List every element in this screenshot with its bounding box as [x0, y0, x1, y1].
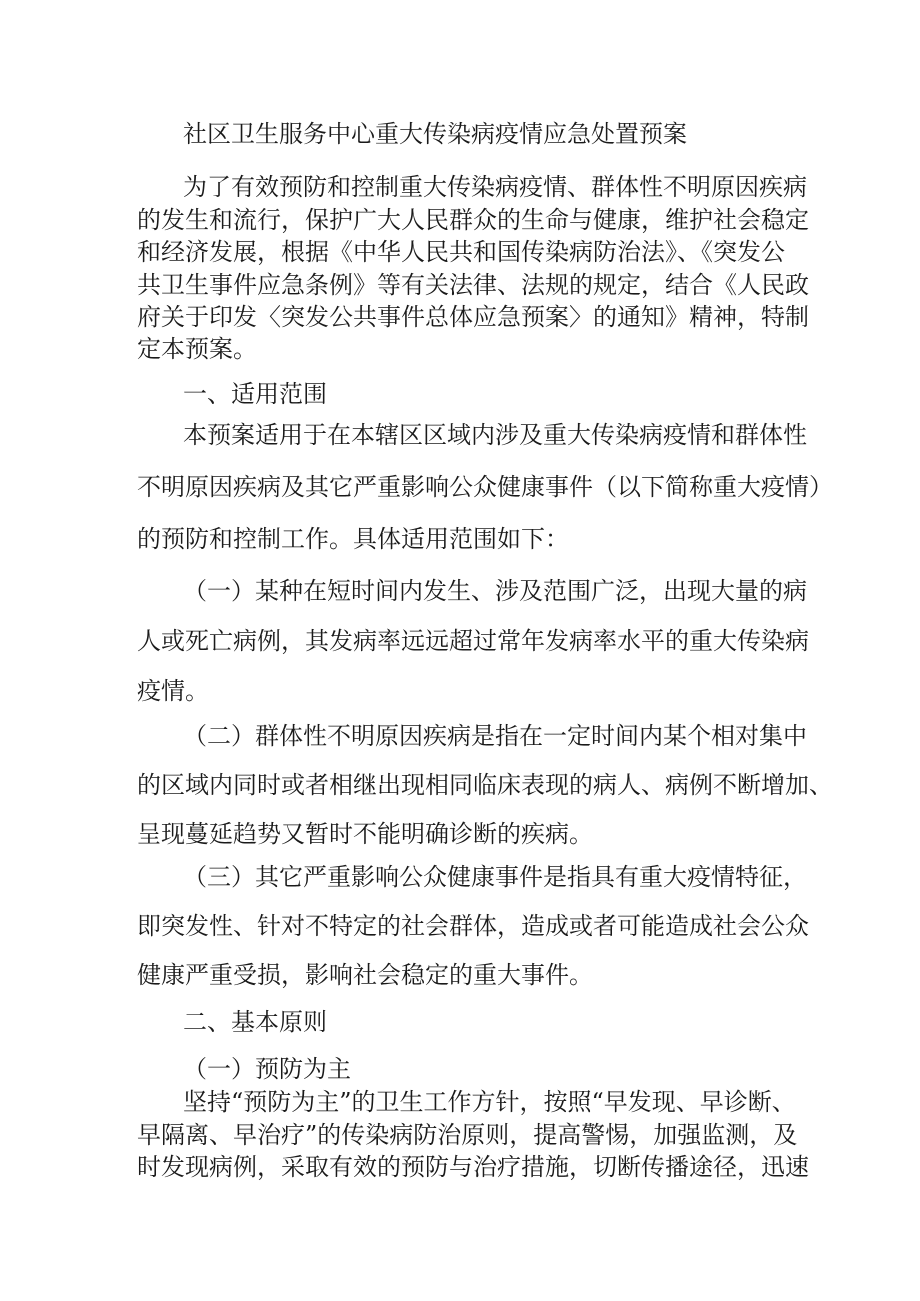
- section1-paragraph-line-3: 的预防和控制工作。具体适用范围如下：: [137, 525, 569, 553]
- document-title: 社区卫生服务中心重大传染病疫情应急处置预案: [183, 120, 687, 148]
- section1-item2-line-3: 呈现蔓延趋势又暂时不能明确诊断的疾病。: [137, 820, 593, 848]
- intro-line-3: 和经济发展，根据《中华人民共和国传染病防治法》、《突发公: [137, 238, 785, 266]
- section1-item1-line-3: 疫情。: [137, 677, 209, 705]
- intro-line-5: 府关于印发〈突发公共事件总体应急预案〉的通知》精神，特制: [137, 303, 809, 331]
- section1-item2-line-1: （二）群体性不明原因疾病是指在一定时间内某个相对集中: [183, 722, 807, 750]
- section1-item1-line-2: 人或死亡病例，其发病率远远超过常年发病率水平的重大传染病: [137, 627, 809, 655]
- intro-line-6: 定本预案。: [137, 335, 257, 363]
- section1-item3-line-3: 健康严重受损，影响社会稳定的重大事件。: [137, 961, 593, 989]
- section2-sub1-paragraph-line-2: 早隔离、早治疗”的传染病防治原则，提高警惕，加强监测，及: [137, 1121, 798, 1149]
- section1-item3-line-1: （三）其它严重影响公众健康事件是指具有重大疫情特征，: [183, 863, 807, 891]
- intro-line-1: 为了有效预防和控制重大传染病疫情、群体性不明原因疾病: [183, 173, 807, 201]
- section1-paragraph-line-2: 不明原因疾病及其它严重影响公众健康事件（以下简称重大疫情）: [137, 473, 833, 501]
- section1-heading: 一、适用范围: [183, 380, 327, 408]
- intro-line-4: 共卫生事件应急条例》等有关法律、法规的规定，结合《人民政: [137, 271, 809, 299]
- section2-sub1-paragraph-line-1: 坚持“预防为主”的卫生工作方针，按照“早发现、早诊断、: [183, 1088, 796, 1116]
- section1-item2-line-2: 的区域内同时或者相继出现相同临床表现的病人、病例不断增加、: [137, 771, 833, 799]
- section1-paragraph-line-1: 本预案适用于在本辖区区域内涉及重大传染病疫情和群体性: [183, 421, 807, 449]
- intro-line-2: 的发生和流行，保护广大人民群众的生命与健康，维护社会稳定: [137, 206, 809, 234]
- section1-item1-line-1: （一）某种在短时间内发生、涉及范围广泛，出现大量的病: [183, 577, 807, 605]
- section1-item3-line-2: 即突发性、针对不特定的社会群体，造成或者可能造成社会公众: [137, 912, 809, 940]
- section2-heading: 二、基本原则: [183, 1008, 327, 1036]
- section2-sub1-paragraph-line-3: 时发现病例，采取有效的预防与治疗措施，切断传播途径，迅速: [137, 1153, 809, 1181]
- section2-sub1-heading: （一）预防为主: [183, 1055, 351, 1083]
